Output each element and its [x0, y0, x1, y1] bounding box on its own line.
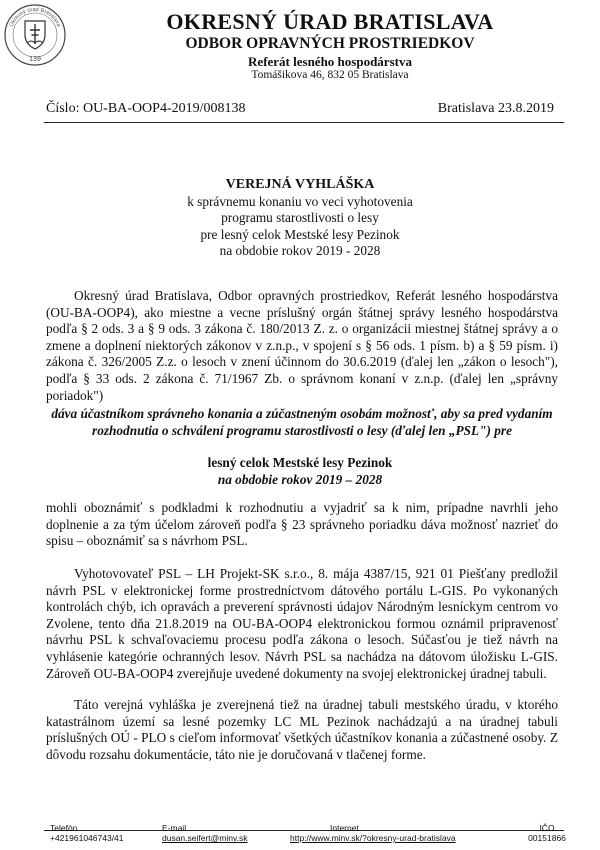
- notice-title-block: [60, 177, 540, 260]
- subject-forest-unit: lesný celok Mestské lesy Pezinok: [207, 455, 393, 470]
- office-name: OKRESNÝ ÚRAD BRATISLAVA: [166, 9, 494, 34]
- footer-email-link[interactable]: dusan.seifert@minv.sk: [162, 833, 248, 843]
- body-paragraph-4: Táto verejná vyhláška je zverejnená tiež na úradnej tabuli mestského úradu, v ktorého katastrálnom území sa lesné pozemky LC ML Pezinok nachádzajú a na úradnej tabuli príslušných OÚ - PLO s cieľom informovať všetkých účastníkov konania a zúčastnené osoby. Z dôvodu rozsahu dokumentácie, táto nie je doručovaná v tlačenej forme.: [46, 697, 558, 762]
- body-paragraph-1: Okresný úrad Bratislava, Odbor opravných prostriedkov, Referát lesného hospodárstva (OU-BA-OOP4), ako miestne a vecne príslušný orgán štátnej správy lesného hospodárstva podľa § 2 ods. 3 a § 9 ods. 3 zákona č. 180/2013 Z. z. o organizácii miestnej štátnej správy a o zmene a doplnení niektorých zákonov v z.n.p., v spojení s § 56 ods. 1 písm. b) a § 59 písm. i) zákona č. 326/2005 Z.z. o lesoch v znení účinnom do 30.6.2019 (ďalej len „zákon o lesoch"), podľa § 33 ods. 2 zákona č. 71/1967 Zb. o správnom konaní v z.n.p. (ďalej len „správny poriadok"): [46, 288, 558, 403]
- footer-phone-value: +421961046743/41: [50, 833, 124, 843]
- footer-ico-value: 00151866: [528, 833, 566, 843]
- footer-internet-label: Internet: [330, 823, 359, 833]
- notice-title-line: programu starostlivosti o lesy: [221, 210, 379, 225]
- svg-text:139: 139: [29, 56, 41, 63]
- section-name: Referát lesného hospodárstva: [248, 54, 412, 69]
- office-address: Tomášikova 46, 832 05 Bratislava: [251, 69, 409, 81]
- footer-phone: [50, 823, 124, 843]
- body-paragraph-2: mohli oboznámiť s podkladmi k rozhodnutiu a vyjadriť sa k nim, prípadne navrhli jeho doplnenie a za tým účelom zároveň podľa § 23 správneho poriadku dáva možnosť nazrieť do spisu – oboznámiť sa s návrhom PSL.: [46, 500, 558, 549]
- svg-text:Okresný úrad Bratislava: Okresný úrad Bratislava: [8, 6, 62, 28]
- header-divider: [44, 122, 564, 123]
- place-date: Bratislava 23.8.2019: [437, 101, 554, 116]
- notice-title-line: pre lesný celok Mestské lesy Pezinok: [200, 226, 400, 242]
- footer-email-label: E-mail: [162, 823, 187, 833]
- department-name: ODBOR OPRAVNÝCH PROSTRIEDKOV: [185, 35, 475, 52]
- footer-ico-label: IČO: [539, 823, 555, 833]
- footer-internet-link[interactable]: http://www.minv.sk/?okresny-urad-bratislava: [290, 833, 456, 843]
- footer-email: [162, 823, 247, 843]
- subject-block: [60, 455, 540, 488]
- notice-title-line: na obdobie rokov 2019 - 2028: [219, 243, 381, 258]
- notice-heading: VEREJNÁ VYHLÁŠKA: [225, 177, 375, 192]
- footer-internet: [290, 823, 456, 843]
- body-paragraph-3: Vyhotovovateľ PSL – LH Projekt-SK s.r.o., 8. mája 4387/15, 921 01 Piešťany predložil návrh PSL v elektronickej forme prostredníctvom dátového portálu L-GIS. Po vykonaných kontrolách chýb, ich opravách a preverení správnosti údajov Národným lesníckym centrom vo Zvolene, tento dňa 21.8.2019 na OU-BA-OOP4 elektronickou formou oznámil pripravenosť návrhu PSL k schvaľovaciemu procesu podľa zákona o lesoch. Súčasťou je tiež návrh na vyhlásenie kategórie ochranných lesov. Návrh PSL sa nachádza na dátovom úložisku L-GIS. Zároveň OU-BA-OOP4 zverejňuje uvedené dokumenty na svojej elektronickej úradnej tabuli.: [46, 566, 558, 681]
- footer-ico: [522, 823, 572, 843]
- office-stamp: [3, 3, 67, 67]
- footer-phone-label: Telefón: [50, 823, 78, 833]
- notice-title-line: k správnemu konaniu vo veci vyhotovenia: [187, 193, 413, 209]
- document-number: Číslo: OU-BA-OOP4-2019/008138: [46, 101, 246, 116]
- declaration-paragraph: dáva účastníkom správneho konania a zúčastneným osobám možnosť, aby sa pred vydaním rozhodnutia o schválení programu starostlivosti o lesy (ďalej len „PSL") pre: [51, 406, 553, 438]
- subject-period: na obdobie rokov 2019 – 2028: [217, 471, 383, 487]
- coat-of-arms-icon: [3, 3, 67, 67]
